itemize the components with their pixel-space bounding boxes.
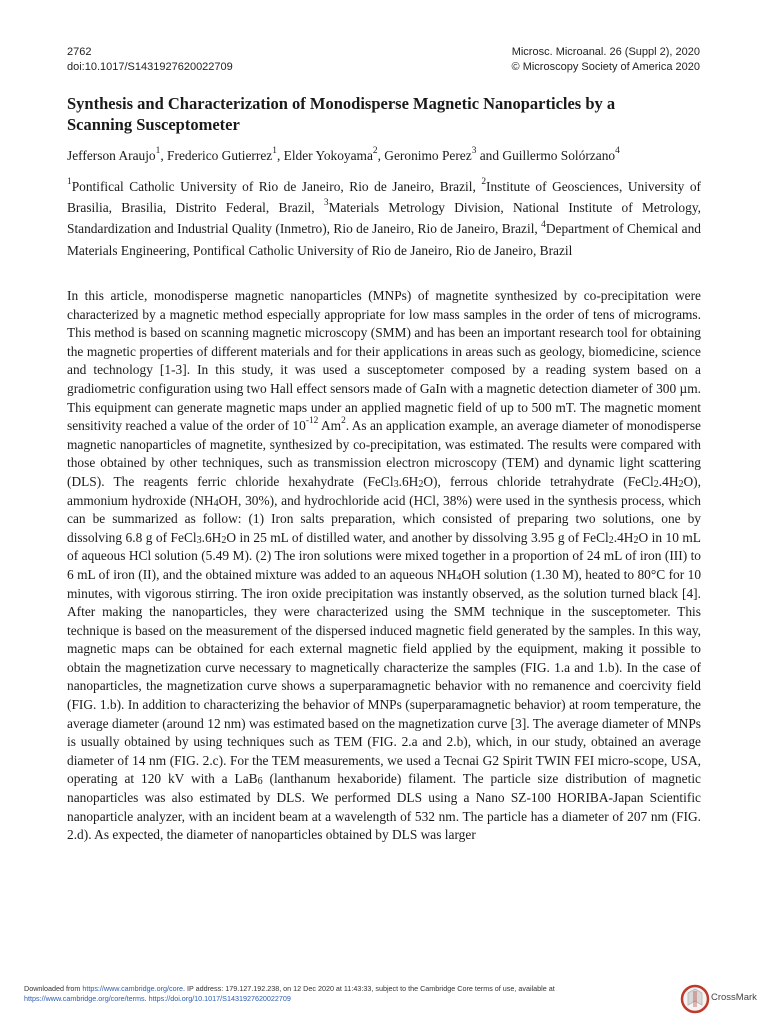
paper-title: Synthesis and Characterization of Monodisperse Magnetic Nanoparticles by a Scanning Susceptometer: [67, 94, 616, 134]
abstract-text: .4H: [658, 473, 679, 489]
footer-text: .: [144, 994, 149, 1003]
footer-text: . IP address: 179.127.192.238, on 12 Dec 2020 at 11:43:33, subject to the Cambridge Core terms of use, available at: [183, 984, 555, 993]
affiliation-4: Department of Chemical and Materials Engineering, Pontifical Catholic University of Rio de Janeiro, Rio de Janeiro, Brazil: [67, 221, 701, 258]
abstract-text: .6H: [201, 529, 222, 545]
author-affiliation-marker: 3: [471, 146, 477, 157]
subscript: 2: [608, 534, 614, 546]
abstract-text: In this article, monodisperse magnetic nanoparticles (MNPs) of magnetite synthesized by co-precipitation were characterized by a magnetic method especially appropriate for low mass samples in the order of tens of micrograms. This method is based on scanning magnetic microscopy (SMM) and has been an important research tool for obtaining the magnetic properties of different materials and for their applications in areas such as geology, biomedicine, science and technology [1-3]. In this study, it was used a susceptometer composed by a reading system based on a gradiometric configuration using two Hall effect sensors made of GaIn with a magnetic detection diameter of 300 µm. This equipment can generate magnetic maps under an applied magnetic field of up to 500 mT. The magnetic moment sensitivity reached a value of the order of 10: [67, 288, 701, 434]
abstract-text: .6H: [398, 473, 419, 489]
author-name: Guillermo Solórzano: [502, 148, 616, 163]
author-affiliation-marker: 1: [272, 146, 277, 157]
doi-link[interactable]: https://doi.org/10.1017/S1431927620022709: [148, 994, 291, 1003]
author-separator: and: [476, 148, 503, 163]
abstract-text: O in 25 mL of distilled water, and another by dissolving 3.95 g of FeCl: [226, 529, 609, 545]
subscript: 2: [418, 479, 424, 491]
doi: doi:10.1017/S1431927620022709: [67, 61, 233, 73]
exponent: -12: [305, 416, 319, 427]
page-number: 2762: [67, 46, 92, 58]
subscript: 4: [456, 572, 462, 584]
abstract-body: [67, 287, 701, 845]
cambridge-core-link[interactable]: https://www.cambridge.org/core: [82, 984, 184, 993]
copyright: © Microscopy Society of America 2020: [511, 61, 700, 73]
subscript: 2: [633, 534, 639, 546]
affiliation-marker: 2: [481, 177, 487, 188]
running-header-left: [67, 45, 233, 75]
crossmark-label: CrossMark: [711, 992, 757, 1003]
author-name: Geronimo Perez: [384, 148, 472, 163]
crossmark-badge[interactable]: [680, 983, 768, 1015]
abstract-text: O in 10 mL of aqueous HCl solution (5.49 M). (2) The iron solutions were mixed together in a proportion of 24 mL of iron (III) to 6 mL of iron (II), and the obtained mixture was added to an aqueous NH: [67, 529, 701, 582]
subscript: 4: [213, 497, 219, 509]
affiliation-3: Materials Metrology Division, National Institute of Metrology, Standardization and Industrial Quality (Inmetro), Rio de Janeiro, Rio de Janeiro, Brazil,: [67, 200, 701, 237]
abstract-text: O), ammonium hydroxide (NH: [67, 473, 701, 508]
subscript: 2: [653, 479, 659, 491]
affiliation-1: Pontifical Catholic University of Rio de Janeiro, Rio de Janeiro, Brazil,: [71, 179, 482, 194]
abstract-text: OH, 30%), and hydrochloride acid (HCl, 38%) were used in the synthesis process, which can be summarized as follow: (1) Iron salts preparation, which consisted of preparing two solutions, one by dissolving 6.8 g of FeCl: [67, 492, 701, 545]
author-affiliation-marker: 4: [615, 146, 620, 157]
journal-citation: Microsc. Microanal. 26 (Suppl 2), 2020: [511, 46, 700, 58]
footer-text: Downloaded from: [24, 984, 83, 993]
crossmark-icon: [680, 983, 710, 1015]
terms-link[interactable]: https://www.cambridge.org/core/terms: [24, 994, 145, 1003]
author-separator: ,: [377, 148, 385, 163]
affiliation-marker: 4: [541, 219, 546, 230]
affiliation-marker: 3: [323, 198, 329, 209]
author-affiliation-marker: 1: [155, 146, 161, 157]
download-footer: [24, 984, 644, 1004]
affiliation-2: Institute of Geosciences, University of Brasilia, Brasilia, Distrito Federal, Brazil,: [67, 179, 702, 216]
abstract-text: Am: [318, 418, 342, 434]
author-separator: ,: [276, 148, 284, 163]
subscript: 6: [257, 776, 263, 788]
abstract-text: .4H: [613, 529, 634, 545]
exponent: 2: [341, 416, 346, 427]
author-name: Frederico Gutierrez: [167, 148, 273, 163]
affiliations: [67, 176, 701, 261]
author-affiliation-marker: 2: [372, 146, 378, 157]
abstract-text: OH solution (1.30 M), heated to 80°C for 10 minutes, with vigorous stirring. The iron oxide precipitation was instantly observed, as the solution turned black [4]. After making the nanoparticles, they were characterized using the SMM technique in the susceptometer. This technique is based on the measurement of the dispersed induced magnetic field generated by the samples. In this way, magnetic maps can be obtained for each external magnetic field applied by the equipment, making it possible to obtain the magnetization curve necessary to magnetically characterize the samples (FIG. 1.a and 1.b). In the case of nanoparticles, the magnetization curve shows a superparamagnetic behavior with no remanence and coercivity field (FIG. 1.b). In addition to characterizing the behavior of MNPs (superparamagnetic behavior) at room temperature, the average diameter (around 12 nm) was estimated based on the magnetization curve [3]. The average diameter of MNPs is usually obtained by using techniques such as TEM (FIG. 2.a and 2.b), which, in our study, obtained an average diameter of 14 nm (FIG. 2.c). For the TEM measurements, we used a Tecnai G2 Spirit TWIN FEI micro-scope, USA, operating at 120 kV with a LaB: [67, 566, 702, 787]
abstract-text: . As an application example, an average diameter of monodisperse magnetic nanoparticles of magnetite, synthesized by co-precipitation, was estimated. The results were compared with those obtained by other techniques, such as transmission electron microscopy (TEM) and dynamic light scattering (DLS). The reagents ferric chloride hexahydrate (FeCl: [67, 418, 701, 489]
affiliation-marker: 1: [67, 177, 72, 188]
abstract-text: O), ferrous chloride tetrahydrate (FeCl: [423, 473, 654, 489]
subscript: 3: [196, 534, 202, 546]
subscript: 2: [678, 479, 684, 491]
running-header-right: [512, 45, 700, 75]
author-separator: ,: [160, 148, 168, 163]
subscript: 2: [221, 534, 227, 546]
author-list: [67, 147, 620, 165]
author-name: Jefferson Araujo: [67, 148, 156, 163]
abstract-text: (lanthanum hexaboride) filament. The particle size distribution of magnetic nanoparticles was also estimated by DLS. We performed DLS using a Nano SZ-100 HORIBA-Japan Scientific nanoparticle analyzer, with an incident beam at a wavelength of 532 nm. The particle has a diameter of 207 nm (FIG. 2.d). As expected, the diameter of nanoparticles obtained by DLS was larger: [67, 771, 701, 843]
author-name: Elder Yokoyama: [283, 148, 373, 163]
subscript: 3: [393, 479, 399, 491]
